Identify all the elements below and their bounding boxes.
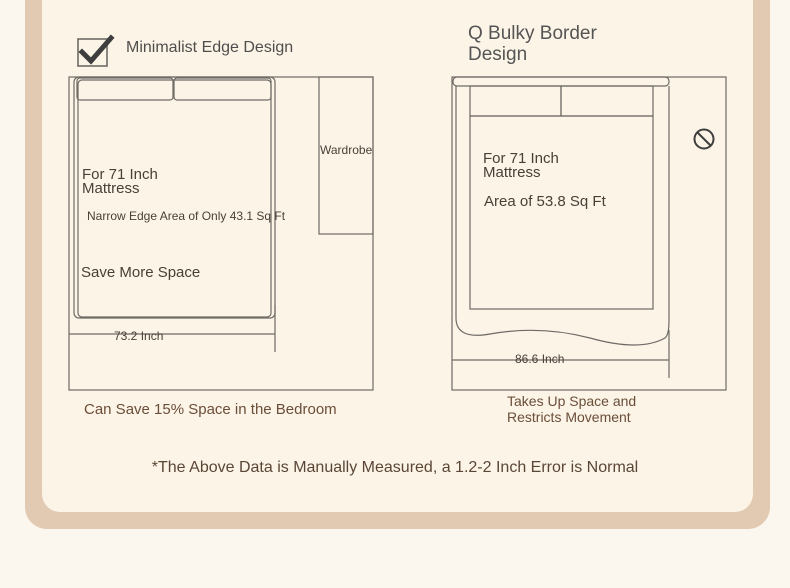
checkmark-box-icon — [78, 38, 111, 66]
prohibited-icon — [695, 130, 714, 149]
right-width-label: 86.6 Inch — [515, 352, 565, 366]
left-area-label: Narrow Edge Area of Only 43.1 Sq Ft — [87, 209, 286, 223]
right-room-diagram — [452, 77, 726, 390]
left-pillow — [174, 78, 271, 100]
left-width-label: 73.2 Inch — [114, 329, 164, 343]
right-pillow — [561, 86, 653, 116]
left-save-label: Save More Space — [81, 264, 201, 281]
right-caption: Takes Up Space and Restricts Movement — [507, 393, 637, 425]
left-bed-frame — [74, 77, 275, 318]
left-panel-title: Minimalist Edge Design — [126, 39, 294, 56]
left-caption: Can Save 15% Space in the Bedroom — [84, 401, 337, 418]
right-room-outline — [452, 77, 726, 390]
right-mattress — [470, 116, 653, 309]
right-panel-title: Q Bulky Border Design — [468, 23, 597, 65]
wardrobe-label: Wardrobe — [320, 143, 373, 157]
left-mattress-label: For 71 Inch Mattress — [82, 166, 158, 197]
right-pillow — [470, 86, 561, 116]
right-mattress-label: For 71 Inch Mattress — [483, 150, 559, 181]
right-bulky-frame — [456, 86, 669, 345]
measurement-footnote: *The Above Data is Manually Measured, a 1.2-2 Inch Error is Normal — [151, 459, 639, 476]
left-pillow — [77, 78, 173, 100]
right-area-label: Area of 53.8 Sq Ft — [484, 193, 606, 210]
right-headboard — [453, 77, 669, 86]
